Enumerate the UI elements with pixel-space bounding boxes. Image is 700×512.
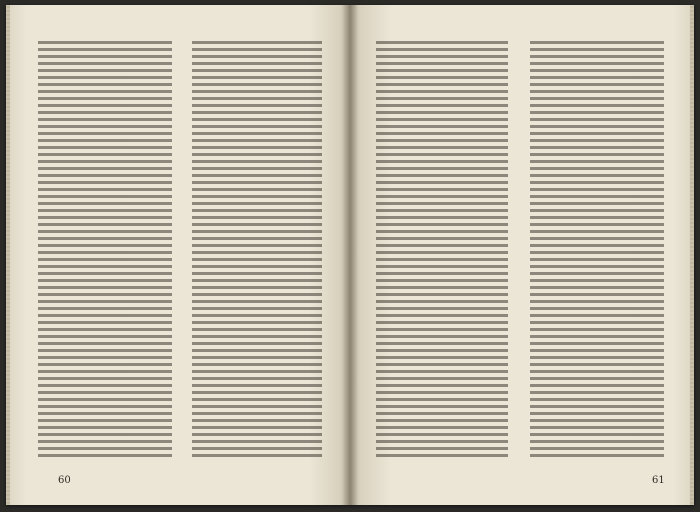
book-spread [6, 5, 694, 505]
left-page [6, 5, 350, 505]
book-gutter [342, 5, 358, 505]
right-page-text-column-2 [530, 41, 664, 461]
right-page [350, 5, 694, 505]
left-page-text-column-2 [192, 41, 322, 461]
right-page-number: 61 [652, 475, 665, 486]
page-edge-right [690, 5, 694, 505]
page-edge-left [6, 5, 10, 505]
left-page-text-column-1 [38, 41, 172, 461]
left-page-number: 60 [58, 475, 71, 486]
right-page-text-column-1 [376, 41, 508, 461]
